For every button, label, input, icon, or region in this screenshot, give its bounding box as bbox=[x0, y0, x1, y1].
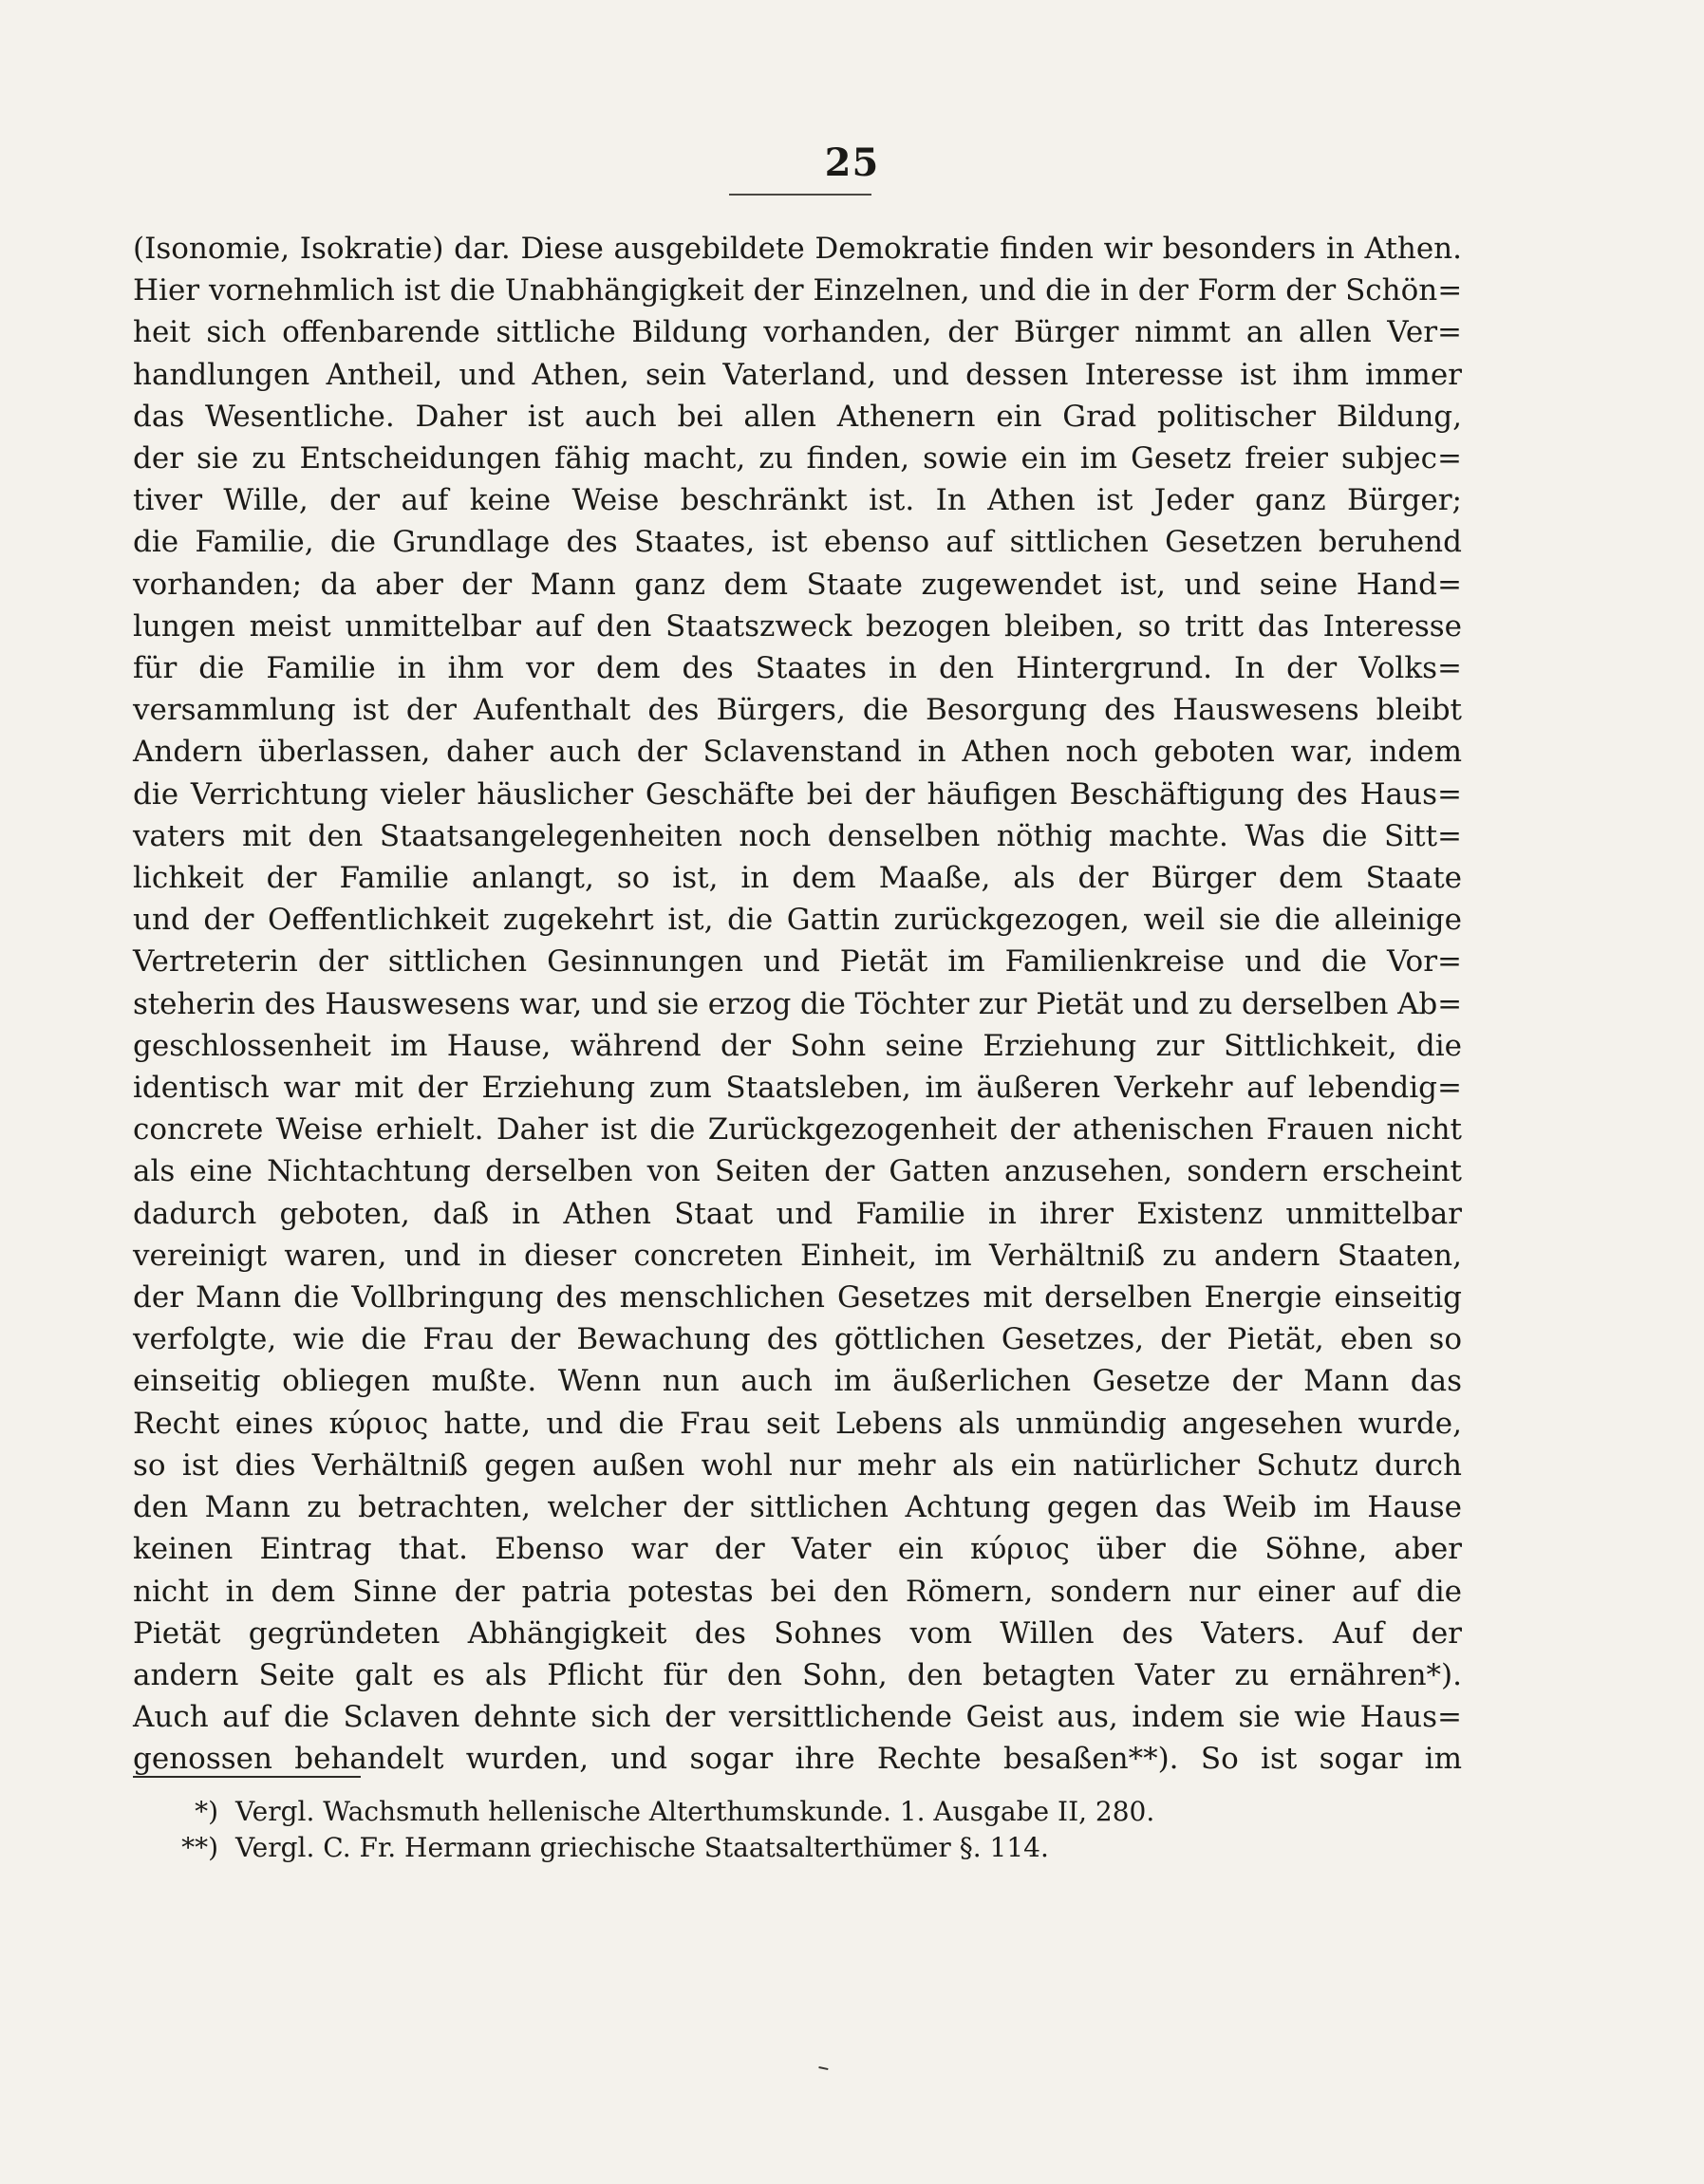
text-line: der sie zu Entscheidungen fähig macht, zu finden, sowie ein im Gesetz freier subjec= bbox=[133, 441, 1462, 476]
print-speck bbox=[817, 2066, 828, 2074]
text-line: für die Familie in ihm vor dem des Staates in den Hintergrund. In der Volks= bbox=[133, 651, 1462, 686]
text-line: vaters mit den Staatsangelegenheiten noch denselben nöthig machte. Was die Sitt= bbox=[133, 818, 1462, 853]
text-line: das Wesentliche. Daher ist auch bei allen Athenern ein Grad politischer Bildung, bbox=[133, 399, 1462, 434]
text-line: concrete Weise erhielt. Daher ist die Zurückgezogenheit der athenischen Frauen nicht bbox=[133, 1112, 1462, 1148]
text-line: tiver Wille, der auf keine Weise beschränkt ist. In Athen ist Jeder ganz Bürger; bbox=[133, 483, 1462, 518]
text-line: Andern überlassen, daher auch der Sclavenstand in Athen noch geboten war, indem bbox=[133, 735, 1462, 770]
text-line: handlungen Antheil, und Athen, sein Vaterland, und dessen Interesse ist ihm immer bbox=[133, 357, 1462, 392]
text-line: dadurch geboten, daß in Athen Staat und Familie in ihrer Existenz unmittelbar bbox=[133, 1196, 1462, 1231]
text-line: und der Oeffentlichkeit zugekehrt ist, die Gattin zurückgezogen, weil sie die alleinige bbox=[133, 903, 1462, 938]
text-line: vorhanden; da aber der Mann ganz dem Staate zugewendet ist, und seine Hand= bbox=[133, 567, 1462, 602]
text-line: andern Seite galt es als Pflicht für den Sohn, den betagten Vater zu ernähren*). bbox=[133, 1657, 1462, 1692]
text-line: verfolgte, wie die Frau der Bewachung des göttlichen Gesetzes, der Pietät, eben so bbox=[133, 1322, 1462, 1357]
text-line: heit sich offenbarende sittliche Bildung vorhanden, der Bürger nimmt an allen Ver= bbox=[133, 315, 1462, 350]
text-line: lungen meist unmittelbar auf den Staatszweck bezogen bleiben, so tritt das Interesse bbox=[133, 608, 1462, 644]
footnote-mark: *) bbox=[195, 1796, 218, 1827]
footnote-2 bbox=[133, 1830, 1462, 1866]
body-text bbox=[133, 228, 1462, 1781]
footnote-1 bbox=[133, 1794, 1462, 1830]
text-line: einseitig obliegen mußte. Wenn nun auch im äußerlichen Gesetze der Mann das bbox=[133, 1364, 1462, 1399]
text-line: versammlung ist der Aufenthalt des Bürgers, die Besorgung des Hauswesens bleibt bbox=[133, 693, 1462, 728]
text-line: lichkeit der Familie anlangt, so ist, in dem Maaße, als der Bürger dem Staate bbox=[133, 861, 1462, 896]
text-line: so ist dies Verhältniß gegen außen wohl nur mehr als ein natürlicher Schutz durch bbox=[133, 1447, 1462, 1483]
text-line: als eine Nichtachtung derselben von Seiten der Gatten anzusehen, sondern erscheint bbox=[133, 1154, 1462, 1189]
text-line: der Mann die Vollbringung des menschlichen Gesetzes mit derselben Energie einseitig bbox=[133, 1280, 1462, 1316]
footnotes bbox=[133, 1794, 1462, 1866]
text-line: Auch auf die Sclaven dehnte sich der versittlichende Geist aus, indem sie wie Haus= bbox=[133, 1700, 1462, 1735]
page-number: 25 bbox=[824, 140, 880, 185]
text-line: den Mann zu betrachten, welcher der sittlichen Achtung gegen das Weib im Hause bbox=[133, 1490, 1462, 1525]
page-number-rule bbox=[729, 194, 871, 196]
text-line: vereinigt waren, und in dieser concreten Einheit, im Verhältniß zu andern Staaten, bbox=[133, 1238, 1462, 1273]
text-line: steherin des Hauswesens war, und sie erzog die Töchter zur Pietät und zu derselben Ab= bbox=[133, 986, 1462, 1021]
text-line: Vertreterin der sittlichen Gesinnungen und Pietät im Familienkreise und die Vor= bbox=[133, 944, 1462, 980]
text-line: Pietät gegründeten Abhängigkeit des Sohnes vom Willen des Vaters. Auf der bbox=[133, 1615, 1462, 1651]
footnote-text: Vergl. C. Fr. Hermann griechische Staatsalterthümer §. 114. bbox=[235, 1832, 1049, 1863]
text-line: die Familie, die Grundlage des Staates, ist ebenso auf sittlichen Gesetzen beruhend bbox=[133, 525, 1462, 560]
footnote-rule bbox=[133, 1776, 361, 1778]
footnote-text: Vergl. Wachsmuth hellenische Alterthumskunde. 1. Ausgabe II, 280. bbox=[235, 1796, 1155, 1827]
text-line: (Isonomie, Isokratie) dar. Diese ausgebildete Demokratie finden wir besonders in Athen. bbox=[133, 232, 1462, 266]
text-line: keinen Eintrag that. Ebenso war der Vater ein κύριος über die Söhne, aber bbox=[133, 1532, 1462, 1567]
text-line: Recht eines κύριος hatte, und die Frau seit Lebens als unmündig angesehen wurde, bbox=[133, 1406, 1462, 1441]
text-line: Hier vornehmlich ist die Unabhängigkeit der Einzelnen, und die in der Form der Schön= bbox=[133, 273, 1463, 308]
text-line: geschlossenheit im Hause, während der Sohn seine Erziehung zur Sittlichkeit, die bbox=[133, 1028, 1462, 1063]
text-line: identisch war mit der Erziehung zum Staatsleben, im äußeren Verkehr auf lebendig= bbox=[133, 1071, 1462, 1106]
footnote-mark: **) bbox=[181, 1832, 218, 1863]
text-line: nicht in dem Sinne der patria potestas bei den Römern, sondern nur einer auf die bbox=[133, 1574, 1462, 1609]
text-line: die Verrichtung vieler häuslicher Geschäfte bei der häufigen Beschäftigung des Haus= bbox=[133, 776, 1462, 812]
text-line: genossen behandelt wurden, und sogar ihre Rechte besaßen**). So ist sogar im bbox=[133, 1742, 1462, 1777]
